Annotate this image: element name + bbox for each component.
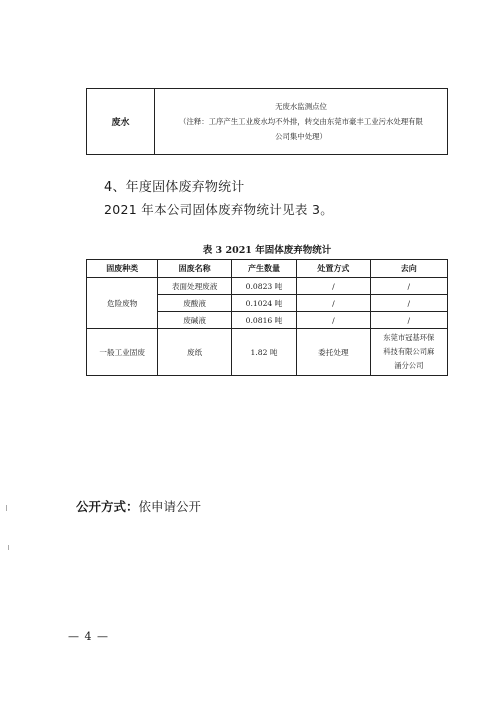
- waste-name-cell: 废酸液: [158, 295, 231, 312]
- page-number: — 4 —: [68, 630, 109, 643]
- wastewater-label: 废水: [87, 89, 155, 155]
- publish-label: 公开方式：: [76, 499, 139, 514]
- wastewater-line-3: 公司集中处理）: [275, 132, 327, 141]
- table-header-row: [87, 260, 448, 278]
- waste-name-cell: 废纸: [158, 329, 231, 376]
- destination-line: 东莞市冠基环保: [383, 333, 435, 342]
- amount-cell: 0.0816 吨: [231, 312, 296, 329]
- section-text: 2021 年本公司固体废弃物统计见表 3。: [104, 202, 334, 217]
- table-row: [87, 278, 448, 295]
- header-category: 固废种类: [87, 260, 158, 278]
- destination-cell: /: [370, 278, 447, 295]
- waste-name-cell: 表面处理废液: [158, 278, 231, 295]
- amount-cell: 1.82 吨: [231, 329, 296, 376]
- destination-cell: [370, 329, 447, 376]
- wastewater-line-1: 无废水监测点位: [275, 102, 327, 111]
- publish-method: [76, 497, 201, 515]
- wastewater-content: [155, 89, 448, 155]
- header-method: 处置方式: [297, 260, 370, 278]
- header-amount: 产生数量: [231, 260, 296, 278]
- scan-mark: [6, 505, 7, 511]
- section-title: 4、年度固体废弃物统计: [104, 180, 245, 195]
- destination-line: 科技有限公司麻: [383, 347, 435, 356]
- wastewater-line-2: （注释：工序产生工业废水均不外排，转交由东莞市豪丰工业污水处理有限: [179, 117, 423, 126]
- amount-cell: 0.1024 吨: [231, 295, 296, 312]
- wastewater-table: [86, 88, 448, 155]
- method-cell: /: [297, 312, 370, 329]
- amount-cell: 0.0823 吨: [231, 278, 296, 295]
- scan-mark: [8, 545, 9, 550]
- table-row: [87, 329, 448, 376]
- publish-value: 依申请公开: [138, 499, 202, 514]
- category-cell: 一般工业固废: [87, 329, 158, 376]
- destination-cell: /: [370, 312, 447, 329]
- solid-waste-table: [86, 259, 448, 376]
- header-destination: 去向: [370, 260, 447, 278]
- header-name: 固废名称: [158, 260, 231, 278]
- table-caption: 表 3 2021 年固体废弃物统计: [202, 245, 332, 256]
- method-cell: /: [297, 295, 370, 312]
- waste-name-cell: 废碱液: [158, 312, 231, 329]
- method-cell: /: [297, 278, 370, 295]
- category-cell: 危险废物: [87, 278, 158, 329]
- destination-cell: /: [370, 295, 447, 312]
- method-cell: 委托处理: [297, 329, 370, 376]
- destination-line: 涌分公司: [394, 361, 424, 370]
